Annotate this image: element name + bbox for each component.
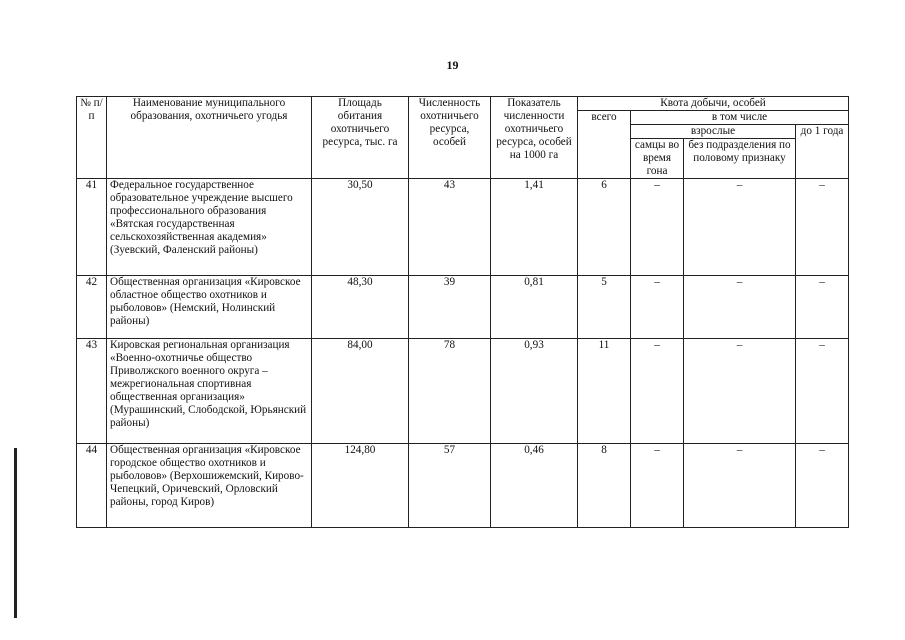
cell-males-rut: – <box>631 276 684 339</box>
cell-males-rut: – <box>631 179 684 276</box>
cell-no-sex: – <box>684 276 796 339</box>
cell-num: 41 <box>77 179 107 276</box>
cell-num: 43 <box>77 339 107 444</box>
header-quota: Квота добычи, особей <box>578 97 849 111</box>
header-males-rut: самцы во время гона <box>631 139 684 179</box>
cell-males-rut: – <box>631 339 684 444</box>
scan-edge-mark <box>14 448 17 618</box>
cell-under-one: – <box>796 339 849 444</box>
cell-area: 48,30 <box>312 276 409 339</box>
table-row <box>77 276 849 339</box>
header-name: Наименование муниципального образования, охотничьего угодья <box>107 97 312 179</box>
header-including: в том числе <box>631 111 849 125</box>
cell-total: 6 <box>578 179 631 276</box>
header-no-sex: без подразделения по половому признаку <box>684 139 796 179</box>
cell-no-sex: – <box>684 179 796 276</box>
cell-num: 44 <box>77 444 107 528</box>
table-row <box>77 179 849 276</box>
table-row <box>77 339 849 444</box>
cell-total: 11 <box>578 339 631 444</box>
cell-total: 8 <box>578 444 631 528</box>
cell-name: Кировская региональная организация «Военно-охотничье общество Приволжского военного округа – межрегиональная спортивная общественная организация» (Мурашинский, Слободской, Юрьянский районы) <box>107 339 312 444</box>
cell-count: 78 <box>409 339 491 444</box>
cell-density: 0,81 <box>491 276 578 339</box>
cell-count: 43 <box>409 179 491 276</box>
cell-under-one: – <box>796 179 849 276</box>
cell-no-sex: – <box>684 444 796 528</box>
header-density: Показатель численности охотничьего ресурса, особей на 1000 га <box>491 97 578 179</box>
cell-density: 1,41 <box>491 179 578 276</box>
header-num: № п/п <box>77 97 107 179</box>
cell-num: 42 <box>77 276 107 339</box>
header-area: Площадь обитания охотничьего ресурса, тыс. га <box>312 97 409 179</box>
table-row <box>77 444 849 528</box>
cell-count: 57 <box>409 444 491 528</box>
cell-name: Федеральное государственное образовательное учреждение высшего профессионального образования «Вятская государственная сельскохозяйственная академия» (Зуевский, Фаленский районы) <box>107 179 312 276</box>
cell-area: 124,80 <box>312 444 409 528</box>
hunting-quota-table <box>76 96 849 528</box>
cell-area: 30,50 <box>312 179 409 276</box>
header-count: Численность охотничьего ресурса, особей <box>409 97 491 179</box>
cell-under-one: – <box>796 444 849 528</box>
cell-density: 0,93 <box>491 339 578 444</box>
header-total: всего <box>578 111 631 179</box>
cell-area: 84,00 <box>312 339 409 444</box>
cell-under-one: – <box>796 276 849 339</box>
cell-males-rut: – <box>631 444 684 528</box>
page-number: 19 <box>446 58 459 72</box>
header-under-one: до 1 года <box>796 125 849 179</box>
cell-count: 39 <box>409 276 491 339</box>
header-adults: взрослые <box>631 125 796 139</box>
cell-name: Общественная организация «Кировское городское общество охотников и рыболовов» (Верхошижемский, Кирово-Чепецкий, Оричевский, Орловский районы, город Киров) <box>107 444 312 528</box>
cell-no-sex: – <box>684 339 796 444</box>
cell-name: Общественная организация «Кировское областное общество охотников и рыболовов» (Немский, Нолинский районы) <box>107 276 312 339</box>
cell-density: 0,46 <box>491 444 578 528</box>
cell-total: 5 <box>578 276 631 339</box>
